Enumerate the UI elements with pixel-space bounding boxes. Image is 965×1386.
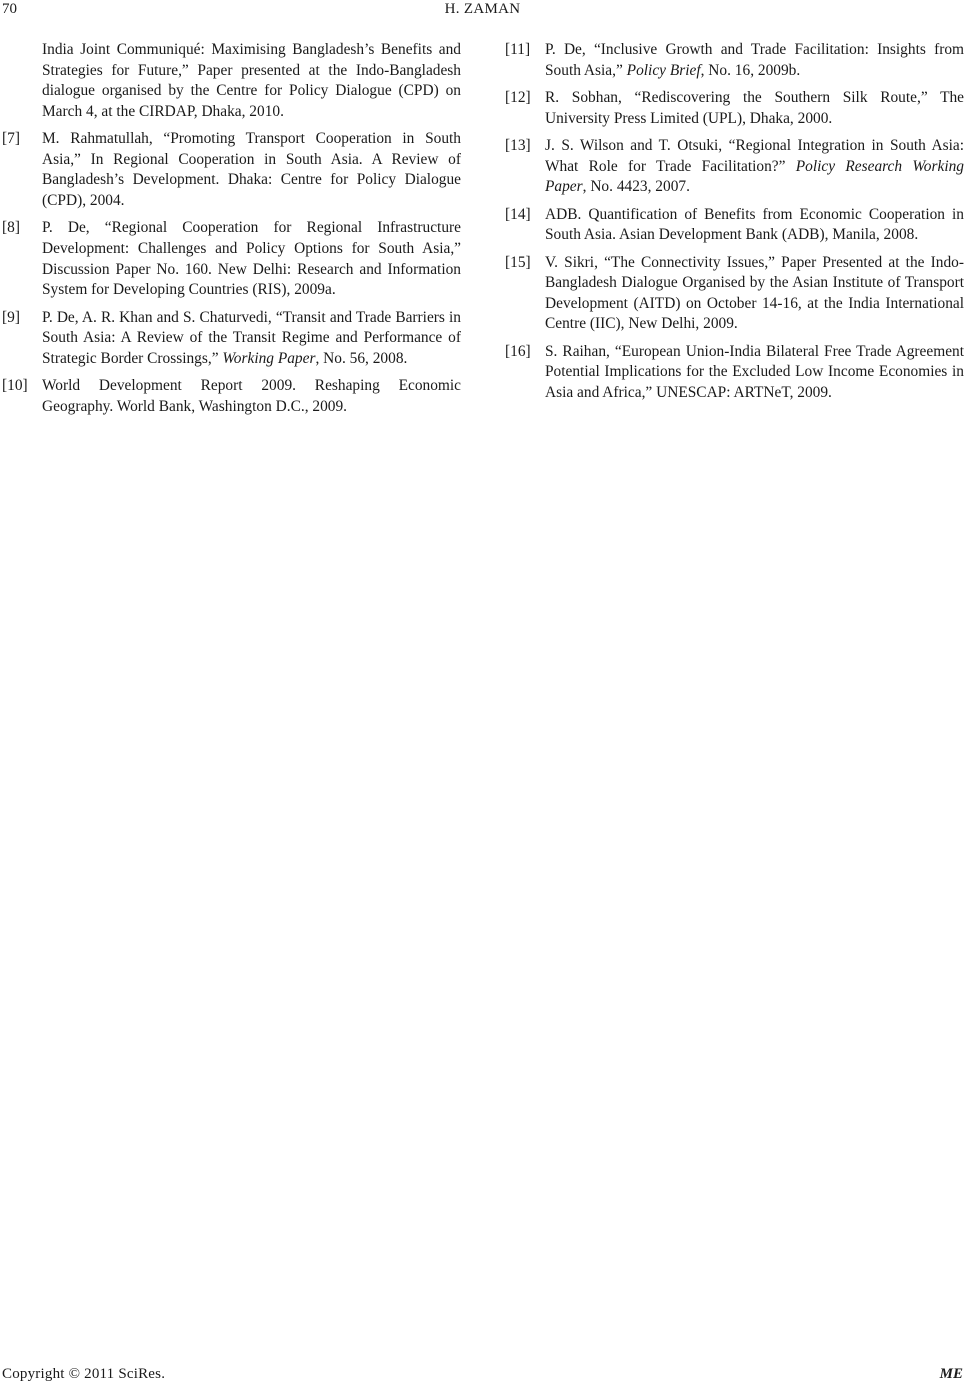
reference-number: [11] [505,41,531,58]
reference-number: [10] [2,377,28,395]
reference-text: S. Raihan, “European Union-India Bilateral Free Trade Agreement Potential Implications for the Excluded Low Income Economies in Asia and Africa,” UNESCAP: ARTNeT, 2009. [545,342,964,401]
reference-text-plain: , No. 56, 2008. [315,349,408,367]
reference-continuation [2,40,461,122]
reference-text: M. Rahmatullah, “Promoting Transport Cooperation in South Asia,” In Regional Cooperation in South Asia. A Review of Bangladesh’s Development. Dhaka: Centre for Policy Dialogue (CPD), 2004. [42,130,461,209]
reference-text [545,40,964,81]
reference-16 [505,342,964,404]
reference-text-plain: P. De, A. R. Khan and S. Chaturvedi, “Transit and Trade Barriers in South Asia: A Review of the Transit Regime and Performance of Strategic Border Crossings,” [42,308,461,367]
reference-publication-title: Policy Brief [626,61,701,79]
reference-15 [505,253,964,335]
reference-number: [15] [505,253,531,271]
reference-number: [13] [505,136,531,154]
journal-abbreviation: ME [939,1366,963,1382]
reference-text-plain: , No. 16, 2009b. [700,61,801,79]
reference-text: V. Sikri, “The Connectivity Issues,” Paper Presented at the Indo-Bangladesh Dialogue Organised by the Asian Institute of Transport Development (AITD) on October 14-16, at the India International Centre (IIC), New Delhi, 2009. [545,253,964,333]
reference-text-plain: P. De, “Inclusive Growth and Trade Facilitation: Insights from South Asia,” [545,41,964,79]
reference-14 [505,205,964,246]
reference-publication-title: Working Paper [222,349,316,367]
reference-number: [9] [2,308,20,326]
reference-10 [2,376,461,417]
reference-number: [8] [2,219,20,237]
reference-text [545,136,964,198]
reference-number: [7] [2,130,20,148]
reference-number: [12] [505,88,531,106]
reference-number: [16] [505,342,531,360]
right-column [505,40,964,410]
reference-text: ADB. Quantification of Benefits from Economic Cooperation in South Asia. Asian Development Bank (ADB), Manila, 2008. [545,205,964,244]
page-number: 70 [2,1,17,17]
left-column [2,40,461,424]
reference-7 [2,129,461,211]
reference-text-plain: , No. 4423, 2007. [582,178,690,196]
reference-text [42,308,461,370]
reference-8 [2,218,461,300]
reference-text: World Development Report 2009. Reshaping Economic Geography. World Bank, Washington D.C., 2009. [42,377,461,415]
reference-publication-title: Policy Research Working Paper [545,157,964,196]
reference-11 [505,40,964,81]
reference-13 [505,136,964,198]
reference-text: P. De, “Regional Cooperation for Regional Infrastructure Development: Challenges and Policy Options for South Asia,” Discussion Paper No. 160. New Delhi: Research and Information System for Developing Countries (RIS), 2009a. [42,219,461,299]
reference-text-plain: J. S. Wilson and T. Otsuki, “Regional Integration in South Asia: What Role for Trade Facilitation?” [545,136,964,175]
reference-text: R. Sobhan, “Rediscovering the Southern Silk Route,” The University Press Limited (UPL), Dhaka, 2000. [545,88,964,127]
reference-number: [14] [505,205,531,223]
running-head: H. ZAMAN [444,1,521,17]
reference-9 [2,308,461,370]
copyright-notice: Copyright © 2011 SciRes. [2,1366,166,1382]
reference-text: India Joint Communiqué: Maximising Bangladesh’s Benefits and Strategies for Future,” Paper presented at the Indo-Bangladesh dialogue organised by the Centre for Policy Dialogue (CPD) on March 4, at the CIRDAP, Dhaka, 2010. [42,41,461,120]
reference-12 [505,88,964,129]
